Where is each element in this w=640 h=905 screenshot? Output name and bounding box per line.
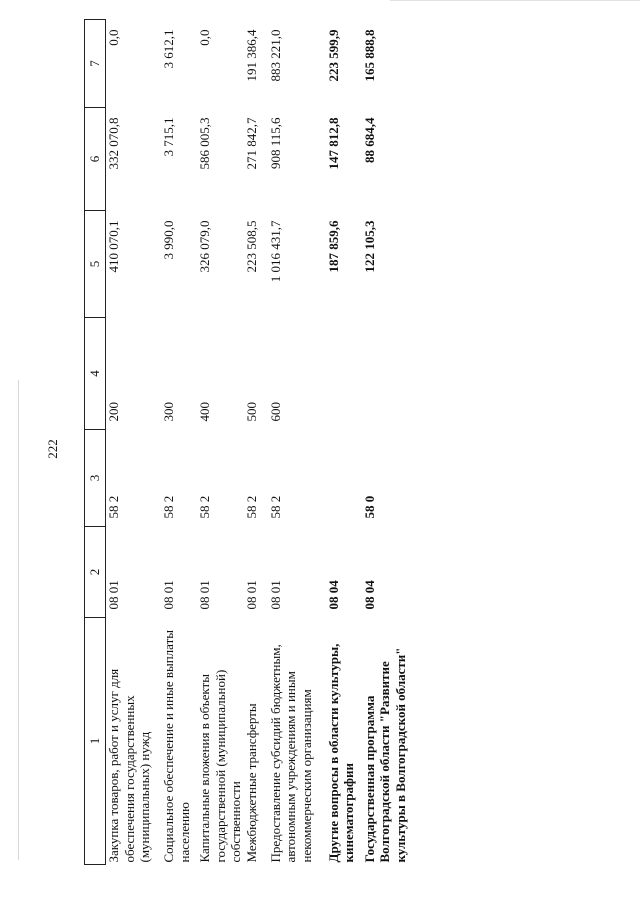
row-target: 58 2 (267, 495, 283, 519)
row-value-5: 410 070,1 (106, 220, 121, 273)
row-value-7: 883 221,0 (267, 29, 283, 82)
table-row (362, 20, 432, 865)
row-target: 58 2 (106, 495, 121, 519)
row-value-7: 0,0 (106, 29, 121, 46)
row-target: 58 0 (361, 495, 377, 519)
header-col-1: 1 (85, 618, 106, 865)
row-target: 58 2 (243, 495, 259, 519)
table-row (161, 20, 197, 865)
header-col-5: 5 (85, 211, 106, 318)
row-type (326, 318, 362, 430)
row-section: 08 04 (361, 580, 377, 610)
page-number: 222 (45, 439, 60, 459)
table-row (244, 20, 268, 865)
row-value-5: 122 105,3 (361, 220, 377, 273)
row-section: 08 01 (197, 580, 212, 610)
header-col-7: 7 (85, 20, 106, 108)
row-name: Капитальные вложения в объекты государственной (муниципальной) собственности (197, 669, 244, 863)
row-value-7: 3 612,1 (161, 29, 176, 69)
row-type (362, 318, 432, 430)
row-target (326, 430, 362, 527)
row-value-6: 908 115,6 (267, 117, 283, 170)
row-value-5: 1 016 431,7 (267, 220, 283, 283)
row-section: 08 01 (161, 580, 176, 610)
row-value-5: 326 079,0 (197, 220, 212, 273)
row-target: 58 2 (197, 495, 212, 519)
header-row (85, 20, 106, 865)
header-col-3: 3 (85, 430, 106, 527)
table-row (106, 20, 162, 865)
budget-table (84, 19, 432, 865)
row-type: 300 (161, 402, 176, 422)
row-value-6: 586 005,3 (197, 117, 212, 170)
row-section: 08 01 (106, 580, 121, 610)
row-value-5: 223 508,5 (243, 220, 259, 273)
row-type: 200 (106, 402, 121, 422)
row-value-6: 88 684,4 (361, 117, 377, 163)
row-value-7: 191 386,4 (243, 29, 259, 82)
row-name: Социальное обеспечение и иные выплаты населению (161, 629, 192, 863)
row-value-5: 3 990,0 (161, 220, 176, 260)
table-row (268, 20, 326, 865)
row-type: 400 (197, 402, 212, 422)
row-value-6: 147 812,8 (325, 117, 341, 170)
row-name: Закупка товаров, работ и услуг для обеспечения государственных (муниципальных) нужд (106, 668, 153, 863)
row-section: 08 01 (243, 580, 259, 610)
header-col-2: 2 (85, 527, 106, 618)
row-value-6: 332 070,8 (106, 117, 121, 170)
row-type: 500 (243, 402, 259, 422)
row-target: 58 2 (161, 495, 176, 519)
rotated-sheet (84, 20, 640, 865)
row-value-7: 0,0 (197, 29, 212, 46)
row-name: Другие вопросы в области культуры, кинематографии (325, 643, 357, 863)
header-col-6: 6 (85, 108, 106, 211)
scan-edge-top (390, 0, 640, 1)
rotated-table-wrapper (84, 20, 640, 865)
row-value-6: 3 715,1 (161, 117, 176, 157)
row-value-7: 165 888,8 (361, 29, 377, 82)
row-name: Межбюджетные трансферты (243, 703, 259, 863)
header-col-4: 4 (85, 318, 106, 430)
table-row (197, 20, 244, 865)
row-name: Предоставление субсидий бюджетным, автономным учреждениям и иным некоммерческим организациям (267, 644, 314, 863)
row-value-6: 271 842,7 (243, 117, 259, 170)
table-row (326, 20, 362, 865)
row-value-5: 187 859,6 (325, 220, 341, 273)
row-section: 08 04 (325, 580, 341, 610)
row-name: Государственная программа Волгоградской области "Развитие культуры в Волгоградской области" (361, 647, 408, 863)
scan-edge-left (18, 380, 19, 860)
row-type: 600 (267, 402, 283, 422)
row-section: 08 01 (267, 580, 283, 610)
row-value-7: 223 599,9 (325, 29, 341, 82)
